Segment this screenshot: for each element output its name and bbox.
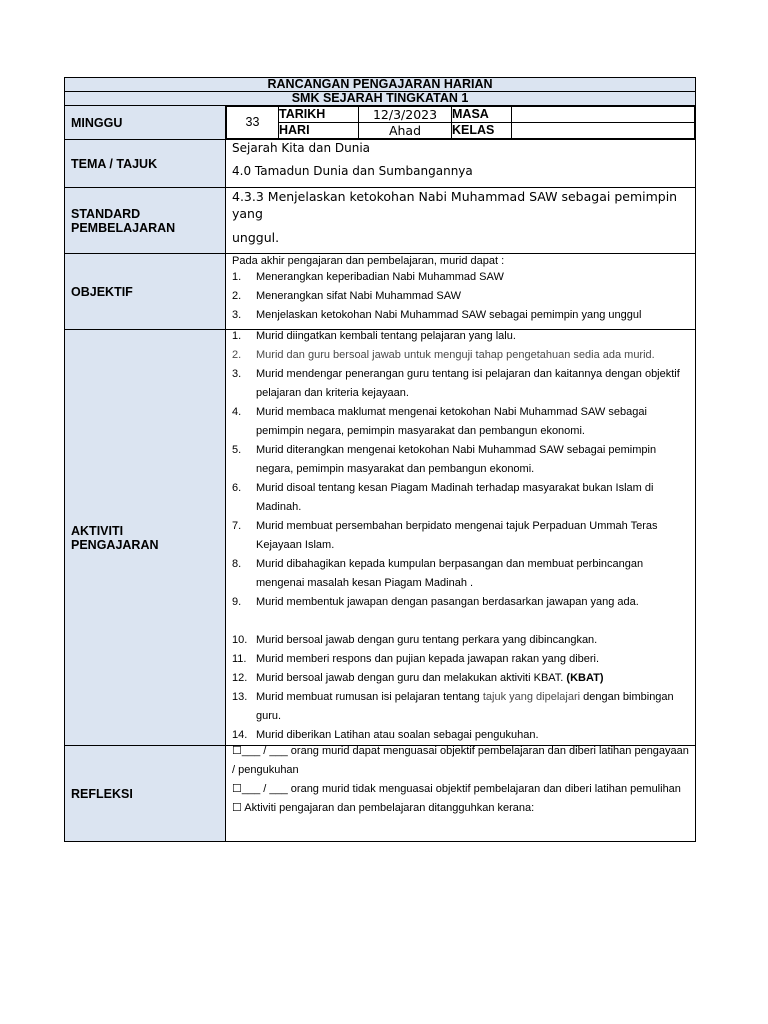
aktiviti-list [232, 327, 691, 745]
standard-text-line-2: unggul. [232, 230, 280, 245]
info-grid [226, 106, 695, 139]
document-title: RANCANGAN PENGAJARAN HARIAN [65, 78, 696, 92]
standard-label-line-1: STANDARD [71, 206, 141, 221]
tema-content [226, 140, 696, 188]
standard-text-line-1: 4.3.3 Menjelaskan ketokohan Nabi Muhammad SAW sebagai pemimpin yang [232, 189, 678, 221]
kbat-tag: (KBAT) [566, 672, 604, 684]
minggu-label: MINGGU [65, 106, 226, 140]
objektif-content [226, 254, 696, 330]
list-item: 14. Murid diberikan Latihan atau soalan sebagai pengukuhan. [232, 729, 539, 741]
tarikh-label: TARIKH [279, 107, 359, 123]
masa-value [512, 107, 695, 123]
refleksi-label: REFLEKSI [65, 746, 226, 842]
list-item: 6. Murid disoal tentang kesan Piagam Madinah terhadap masyarakat bukan Islam di Madinah. [232, 482, 654, 513]
list-item: 3. Menjelaskan ketokohan Nabi Muhammad SAW sebagai pemimpin yang unggul [232, 309, 642, 321]
tema-line-2: 4.0 Tamadun Dunia dan Sumbangannya [232, 164, 473, 178]
list-item: 2. Menerangkan sifat Nabi Muhammad SAW [232, 290, 462, 302]
tema-line-1: Sejarah Kita dan Dunia [232, 141, 370, 155]
aktiviti-label-line-2: PENGAJARAN [71, 537, 159, 552]
list-item: 1. Menerangkan keperibadian Nabi Muhammad SAW [232, 271, 504, 283]
refleksi-line-2[interactable]: ☐___ / ___ orang murid tidak menguasai objektif pembelajaran dan diberi latihan pemulihan [232, 783, 681, 795]
aktiviti-content [226, 330, 696, 746]
list-item: 5. Murid diterangkan mengenai ketokohan Nabi Muhammad SAW sebagai pemimpin negara, pemimpin masyarakat dan pembangun ekonomi. [232, 444, 657, 475]
list-item: 8. Murid dibahagikan kepada kumpulan berpasangan dan membuat perbincangan mengenai masalah kesan Piagam Madinah . [232, 558, 644, 589]
list-item: 10. Murid bersoal jawab dengan guru tentang perkara yang dibincangkan. [232, 634, 598, 646]
list-item: 2. Murid dan guru bersoal jawab untuk menguji tahap pengetahuan sedia ada murid. [232, 349, 655, 361]
objektif-label: OBJEKTIF [65, 254, 226, 330]
list-item: 3. Murid mendengar penerangan guru tentang isi pelajaran dan kaitannya dengan objektif pelajaran dan kriteria kejayaan. [232, 368, 680, 399]
tarikh-value: 12/3/2023 [359, 107, 452, 123]
masa-label: MASA [452, 107, 512, 123]
list-item: 13. Murid membuat rumusan isi pelajaran tentang tajuk yang dipelajari dengan bimbingan guru. [232, 691, 674, 722]
document-subtitle: SMK SEJARAH TINGKATAN 1 [65, 92, 696, 106]
minggu-value: 33 [227, 107, 279, 139]
list-item: 4. Murid membaca maklumat mengenai ketokohan Nabi Muhammad SAW sebagai pemimpin negara, pemimpin masyarakat dan pembangun ekonomi. [232, 406, 647, 437]
hari-value: Ahad [359, 123, 452, 139]
refleksi-line-3[interactable]: ☐ Aktiviti pengajaran dan pembelajaran ditangguhkan kerana: [232, 802, 535, 814]
aktiviti-label [65, 330, 226, 746]
refleksi-line-1[interactable]: ☐___ / ___ orang murid dapat menguasai objektif pembelajaran dan diberi latihan pengayaan / pengukuhan [232, 745, 689, 776]
objektif-intro: Pada akhir pengajaran dan pembelajaran, murid dapat : [232, 255, 505, 267]
info-cell [226, 106, 696, 140]
list-item: 1. Murid diingatkan kembali tentang pelajaran yang lalu. [232, 330, 516, 342]
lesson-plan-table [64, 77, 696, 842]
list-spacer [232, 612, 691, 631]
tema-label: TEMA / TAJUK [65, 140, 226, 188]
kelas-value [512, 123, 695, 139]
standard-label-line-2: PEMBELAJARAN [71, 220, 176, 235]
standard-content [226, 188, 696, 254]
list-item: 7. Murid membuat persembahan berpidato mengenai tajuk Perpaduan Ummah Teras Kejayaan Islam. [232, 520, 658, 551]
list-item: 12. Murid bersoal jawab dengan guru dan melakukan aktiviti KBAT. (KBAT) [232, 672, 604, 684]
list-item: 9. Murid membentuk jawapan dengan pasangan berdasarkan jawapan yang ada. [232, 596, 639, 608]
objektif-list [232, 268, 691, 325]
list-item: 11. Murid memberi respons dan pujian kepada jawapan rakan yang diberi. [232, 653, 600, 665]
aktiviti-label-line-1: AKTIVITI [71, 523, 124, 538]
hari-label: HARI [279, 123, 359, 139]
kelas-label: KELAS [452, 123, 512, 139]
standard-label [65, 188, 226, 254]
refleksi-content [226, 746, 696, 842]
